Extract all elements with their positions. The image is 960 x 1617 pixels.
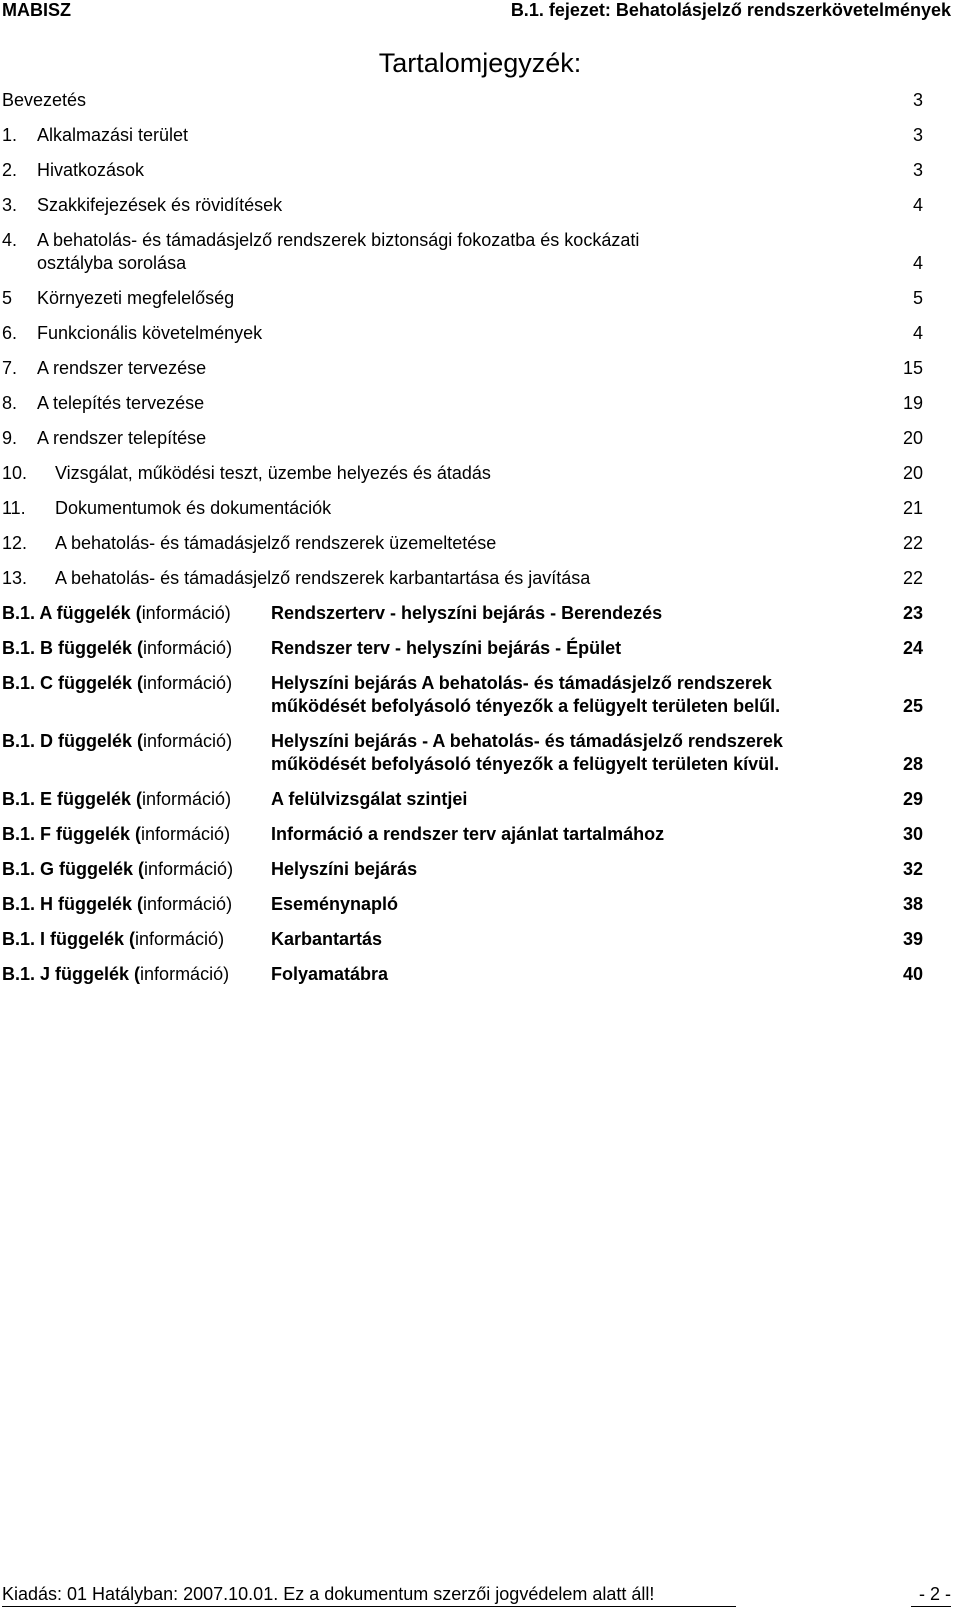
page-number: - 2 - — [918, 1584, 951, 1604]
toc-number: 2. — [2, 160, 18, 180]
toc-number: 11. — [2, 498, 26, 518]
appendix-ref: B.1. E függelék (információ) — [2, 789, 232, 809]
appendix-page: 38 — [902, 894, 923, 914]
appendix-ref: B.1. F függelék (információ) — [2, 824, 231, 844]
appendix-title: Helyszíni bejárás - A behatolás- és támadásjelző rendszerek — [271, 731, 783, 751]
toc-page: 4 — [912, 323, 923, 343]
appendix-title: Rendszerterv - helyszíni bejárás - Berendezés — [271, 603, 663, 623]
page-footer — [0, 1580, 960, 1617]
toc-number: 8. — [2, 393, 18, 413]
appendix-page: 32 — [902, 859, 923, 879]
appendix-ref: B.1. B függelék (információ) — [2, 638, 233, 658]
appendix-ref: B.1. D függelék (információ) — [2, 731, 233, 751]
appendix-title: Helyszíni bejárás — [271, 859, 418, 879]
toc-page: 3 — [912, 125, 923, 145]
appendix-title-continued: működését befolyásoló tényezők a felügyelt területen belűl. — [271, 696, 781, 716]
toc-page: 3 — [912, 90, 923, 110]
toc-label: A telepítés tervezése — [37, 393, 205, 413]
header-org: MABISZ — [2, 0, 71, 20]
appendix-ref: B.1. G függelék (információ) — [2, 859, 234, 879]
footer-text: Kiadás: 01 Hatályban: 2007.10.01. Ez a dokumentum szerzői jogvédelem alatt áll! — [2, 1584, 655, 1604]
toc-label: A rendszer telepítése — [37, 428, 207, 448]
toc-number: 5 — [2, 288, 13, 308]
toc-number: 10. — [2, 463, 28, 483]
appendix-page: 39 — [902, 929, 923, 949]
toc-page: 20 — [902, 428, 923, 448]
toc-number: 9. — [2, 428, 18, 448]
toc-page: 15 — [902, 358, 923, 378]
toc-number: 7. — [2, 358, 18, 378]
toc-label: A behatolás- és támadásjelző rendszerek karbantartása és javítása — [55, 568, 591, 588]
page-title: Tartalomjegyzék: — [378, 48, 582, 78]
appendix-ref: B.1. J függelék (információ) — [2, 964, 230, 984]
appendix-title: Karbantartás — [271, 929, 383, 949]
toc-page: 20 — [902, 463, 923, 483]
appendix-page: 23 — [902, 603, 923, 623]
toc-page: 19 — [902, 393, 923, 413]
toc-page: 5 — [912, 288, 923, 308]
toc-number: 3. — [2, 195, 18, 215]
toc-page: 22 — [902, 533, 923, 553]
toc-label: A rendszer tervezése — [37, 358, 207, 378]
appendix-page: 29 — [902, 789, 923, 809]
appendix-title-continued: működését befolyásoló tényezők a felügyelt területen kívül. — [271, 754, 780, 774]
appendix-title: Rendszer terv - helyszíni bejárás - Épület — [271, 638, 622, 658]
appendix-ref: B.1. A függelék (információ) — [2, 603, 231, 623]
appendix-ref: B.1. I függelék (információ) — [2, 929, 225, 949]
header-chapter: B.1. fejezet: Behatolásjelző rendszerkövetelmények — [510, 0, 951, 20]
toc-page: 22 — [902, 568, 923, 588]
page-number-underline — [911, 1606, 951, 1607]
toc-label: Funkcionális követelmények — [37, 323, 263, 343]
footer-underline — [2, 1606, 736, 1607]
toc-label: A behatolás- és támadásjelző rendszerek biztonsági fokozatba és kockázati — [37, 230, 640, 250]
appendix-title: A felülvizsgálat szintjei — [271, 789, 468, 809]
toc-label: Bevezetés — [2, 90, 87, 110]
appendix-page: 25 — [902, 696, 923, 716]
appendix-title: Eseménynapló — [271, 894, 399, 914]
toc-number: 6. — [2, 323, 18, 343]
appendix-page: 30 — [902, 824, 923, 844]
toc-number: 4. — [2, 230, 18, 250]
toc-label-continued: osztályba sorolása — [37, 253, 187, 273]
toc-number: 1. — [2, 125, 18, 145]
appendix-page: 24 — [902, 638, 923, 658]
appendix-ref: B.1. C függelék (információ) — [2, 673, 233, 693]
appendix-title: Folyamatábra — [271, 964, 389, 984]
toc-label: Vizsgálat, működési teszt, üzembe helyezés és átadás — [55, 463, 491, 483]
toc-page: 4 — [912, 195, 923, 215]
appendix-ref: B.1. H függelék (információ) — [2, 894, 233, 914]
toc-label: Hivatkozások — [37, 160, 145, 180]
toc-label: A behatolás- és támadásjelző rendszerek üzemeltetése — [55, 533, 497, 553]
appendix-page: 40 — [902, 964, 923, 984]
toc-label: Környezeti megfelelőség — [37, 288, 235, 308]
toc-number: 13. — [2, 568, 28, 588]
toc-label: Szakkifejezések és rövidítések — [37, 195, 283, 215]
toc-page: 4 — [912, 253, 923, 273]
toc-label: Alkalmazási terület — [37, 125, 189, 145]
toc-number: 12. — [2, 533, 28, 553]
appendix-page: 28 — [902, 754, 923, 774]
appendix-title: Helyszíni bejárás A behatolás- és támadásjelző rendszerek — [271, 673, 772, 693]
toc-page: 3 — [912, 160, 923, 180]
page-header — [0, 0, 960, 24]
toc-label: Dokumentumok és dokumentációk — [55, 498, 332, 518]
toc-page: 21 — [902, 498, 923, 518]
appendix-title: Információ a rendszer terv ajánlat tartalmához — [271, 824, 665, 844]
